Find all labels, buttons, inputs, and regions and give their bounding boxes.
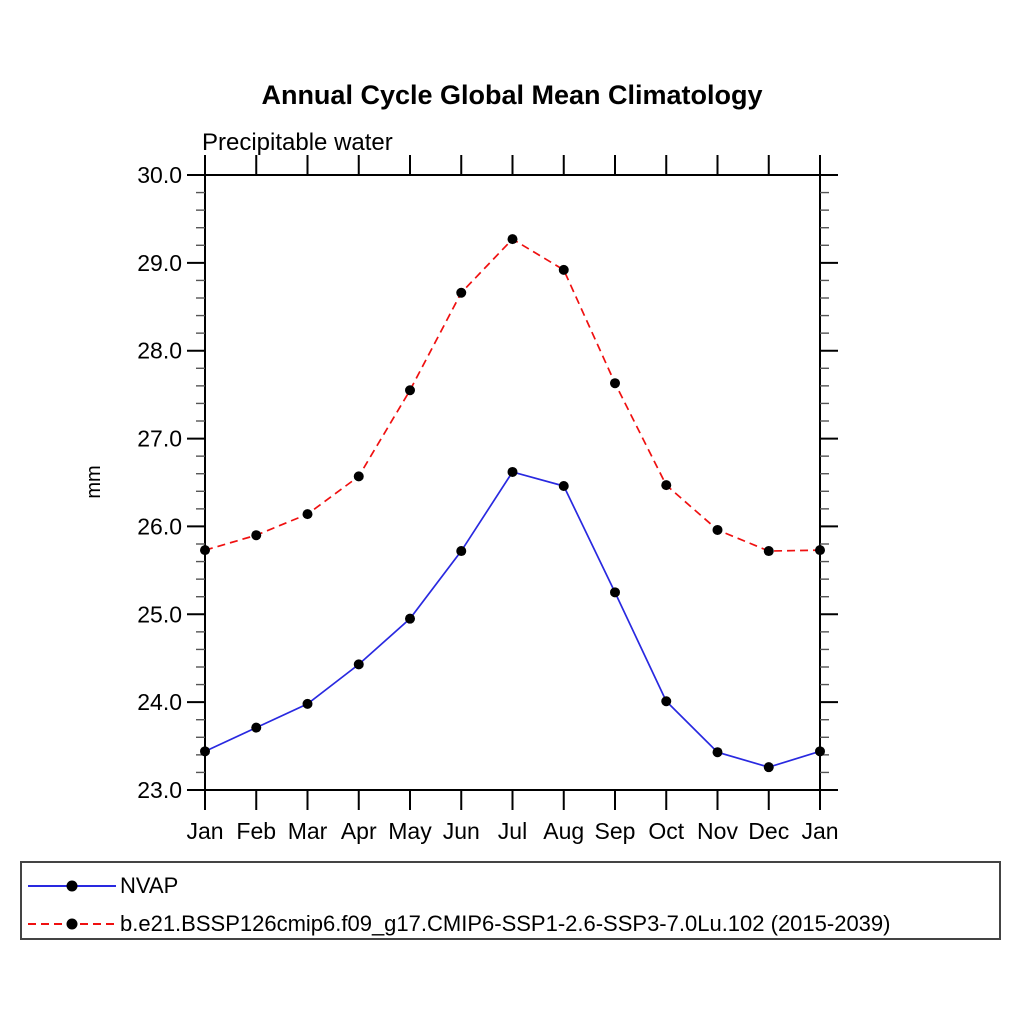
- y-tick-label: 28.0: [137, 337, 182, 364]
- x-tick-label: Jan: [801, 818, 839, 844]
- x-tick-label: Oct: [648, 818, 685, 844]
- nvap-line-marker: [200, 746, 210, 756]
- model-line-marker: [559, 265, 569, 275]
- nvap-line-marker: [456, 546, 466, 556]
- model-line-marker: [713, 525, 723, 535]
- model-line-marker: [303, 509, 313, 519]
- model-line-marker: [661, 480, 671, 490]
- x-tick-label: Dec: [748, 818, 790, 844]
- nvap-line-marker: [354, 659, 364, 669]
- nvap-line-swatch-icon: [26, 879, 118, 893]
- nvap-line-marker: [713, 747, 723, 757]
- x-tick-label: Apr: [340, 818, 377, 844]
- y-axis-label: mm: [83, 465, 105, 499]
- x-tick-label: Jul: [497, 818, 528, 844]
- legend-label-nvap: NVAP: [120, 873, 179, 898]
- legend-item-model: [22, 912, 999, 936]
- y-tick-label: 29.0: [137, 249, 182, 276]
- y-tick-label: 27.0: [137, 425, 182, 452]
- x-tick-label: May: [388, 818, 432, 844]
- nvap-line-marker: [303, 699, 313, 709]
- model-line-marker: [354, 471, 364, 481]
- nvap-line: [205, 472, 820, 767]
- y-tick-label: 26.0: [137, 513, 182, 540]
- x-tick-label: Sep: [594, 818, 636, 844]
- model-line-marker: [405, 385, 415, 395]
- x-tick-label: Nov: [697, 818, 738, 844]
- model-line-marker: [251, 530, 261, 540]
- x-tick-label: Aug: [543, 818, 585, 844]
- nvap-line-marker: [405, 614, 415, 624]
- y-tick-label: 24.0: [137, 689, 182, 716]
- model-line: [205, 239, 820, 551]
- model-line-marker: [200, 545, 210, 555]
- nvap-line-marker: [508, 467, 518, 477]
- nvap-line-marker: [559, 481, 569, 491]
- y-tick-label: 25.0: [137, 601, 182, 628]
- x-tick-label: Feb: [236, 818, 277, 844]
- model-line-marker: [456, 288, 466, 298]
- nvap-line-marker: [661, 696, 671, 706]
- y-tick-label: 30.0: [137, 162, 182, 188]
- y-tick-label: 23.0: [137, 777, 182, 803]
- legend-box: [20, 861, 1001, 940]
- plot-border: [205, 175, 820, 790]
- x-tick-label: Mar: [287, 818, 328, 844]
- chart-title: Annual Cycle Global Mean Climatology: [261, 80, 763, 110]
- model-line-swatch-icon: [26, 917, 118, 931]
- model-line-marker: [764, 546, 774, 556]
- nvap-line-marker: [764, 762, 774, 772]
- nvap-line-marker: [251, 723, 261, 733]
- x-tick-label: Jan: [186, 818, 224, 844]
- chart-subtitle: Precipitable water: [202, 129, 393, 156]
- model-line-marker: [610, 378, 620, 388]
- legend-label-model: b.e21.BSSP126cmip6.f09_g17.CMIP6-SSP1-2.6-SSP3-7.0Lu.102 (2015-2039): [120, 911, 891, 936]
- legend-item-nvap: [22, 874, 999, 898]
- nvap-line-marker: [610, 587, 620, 597]
- model-line-marker: [508, 234, 518, 244]
- nvap-line-marker: [815, 746, 825, 756]
- model-line-marker: [815, 545, 825, 555]
- x-tick-label: Jun: [442, 818, 480, 844]
